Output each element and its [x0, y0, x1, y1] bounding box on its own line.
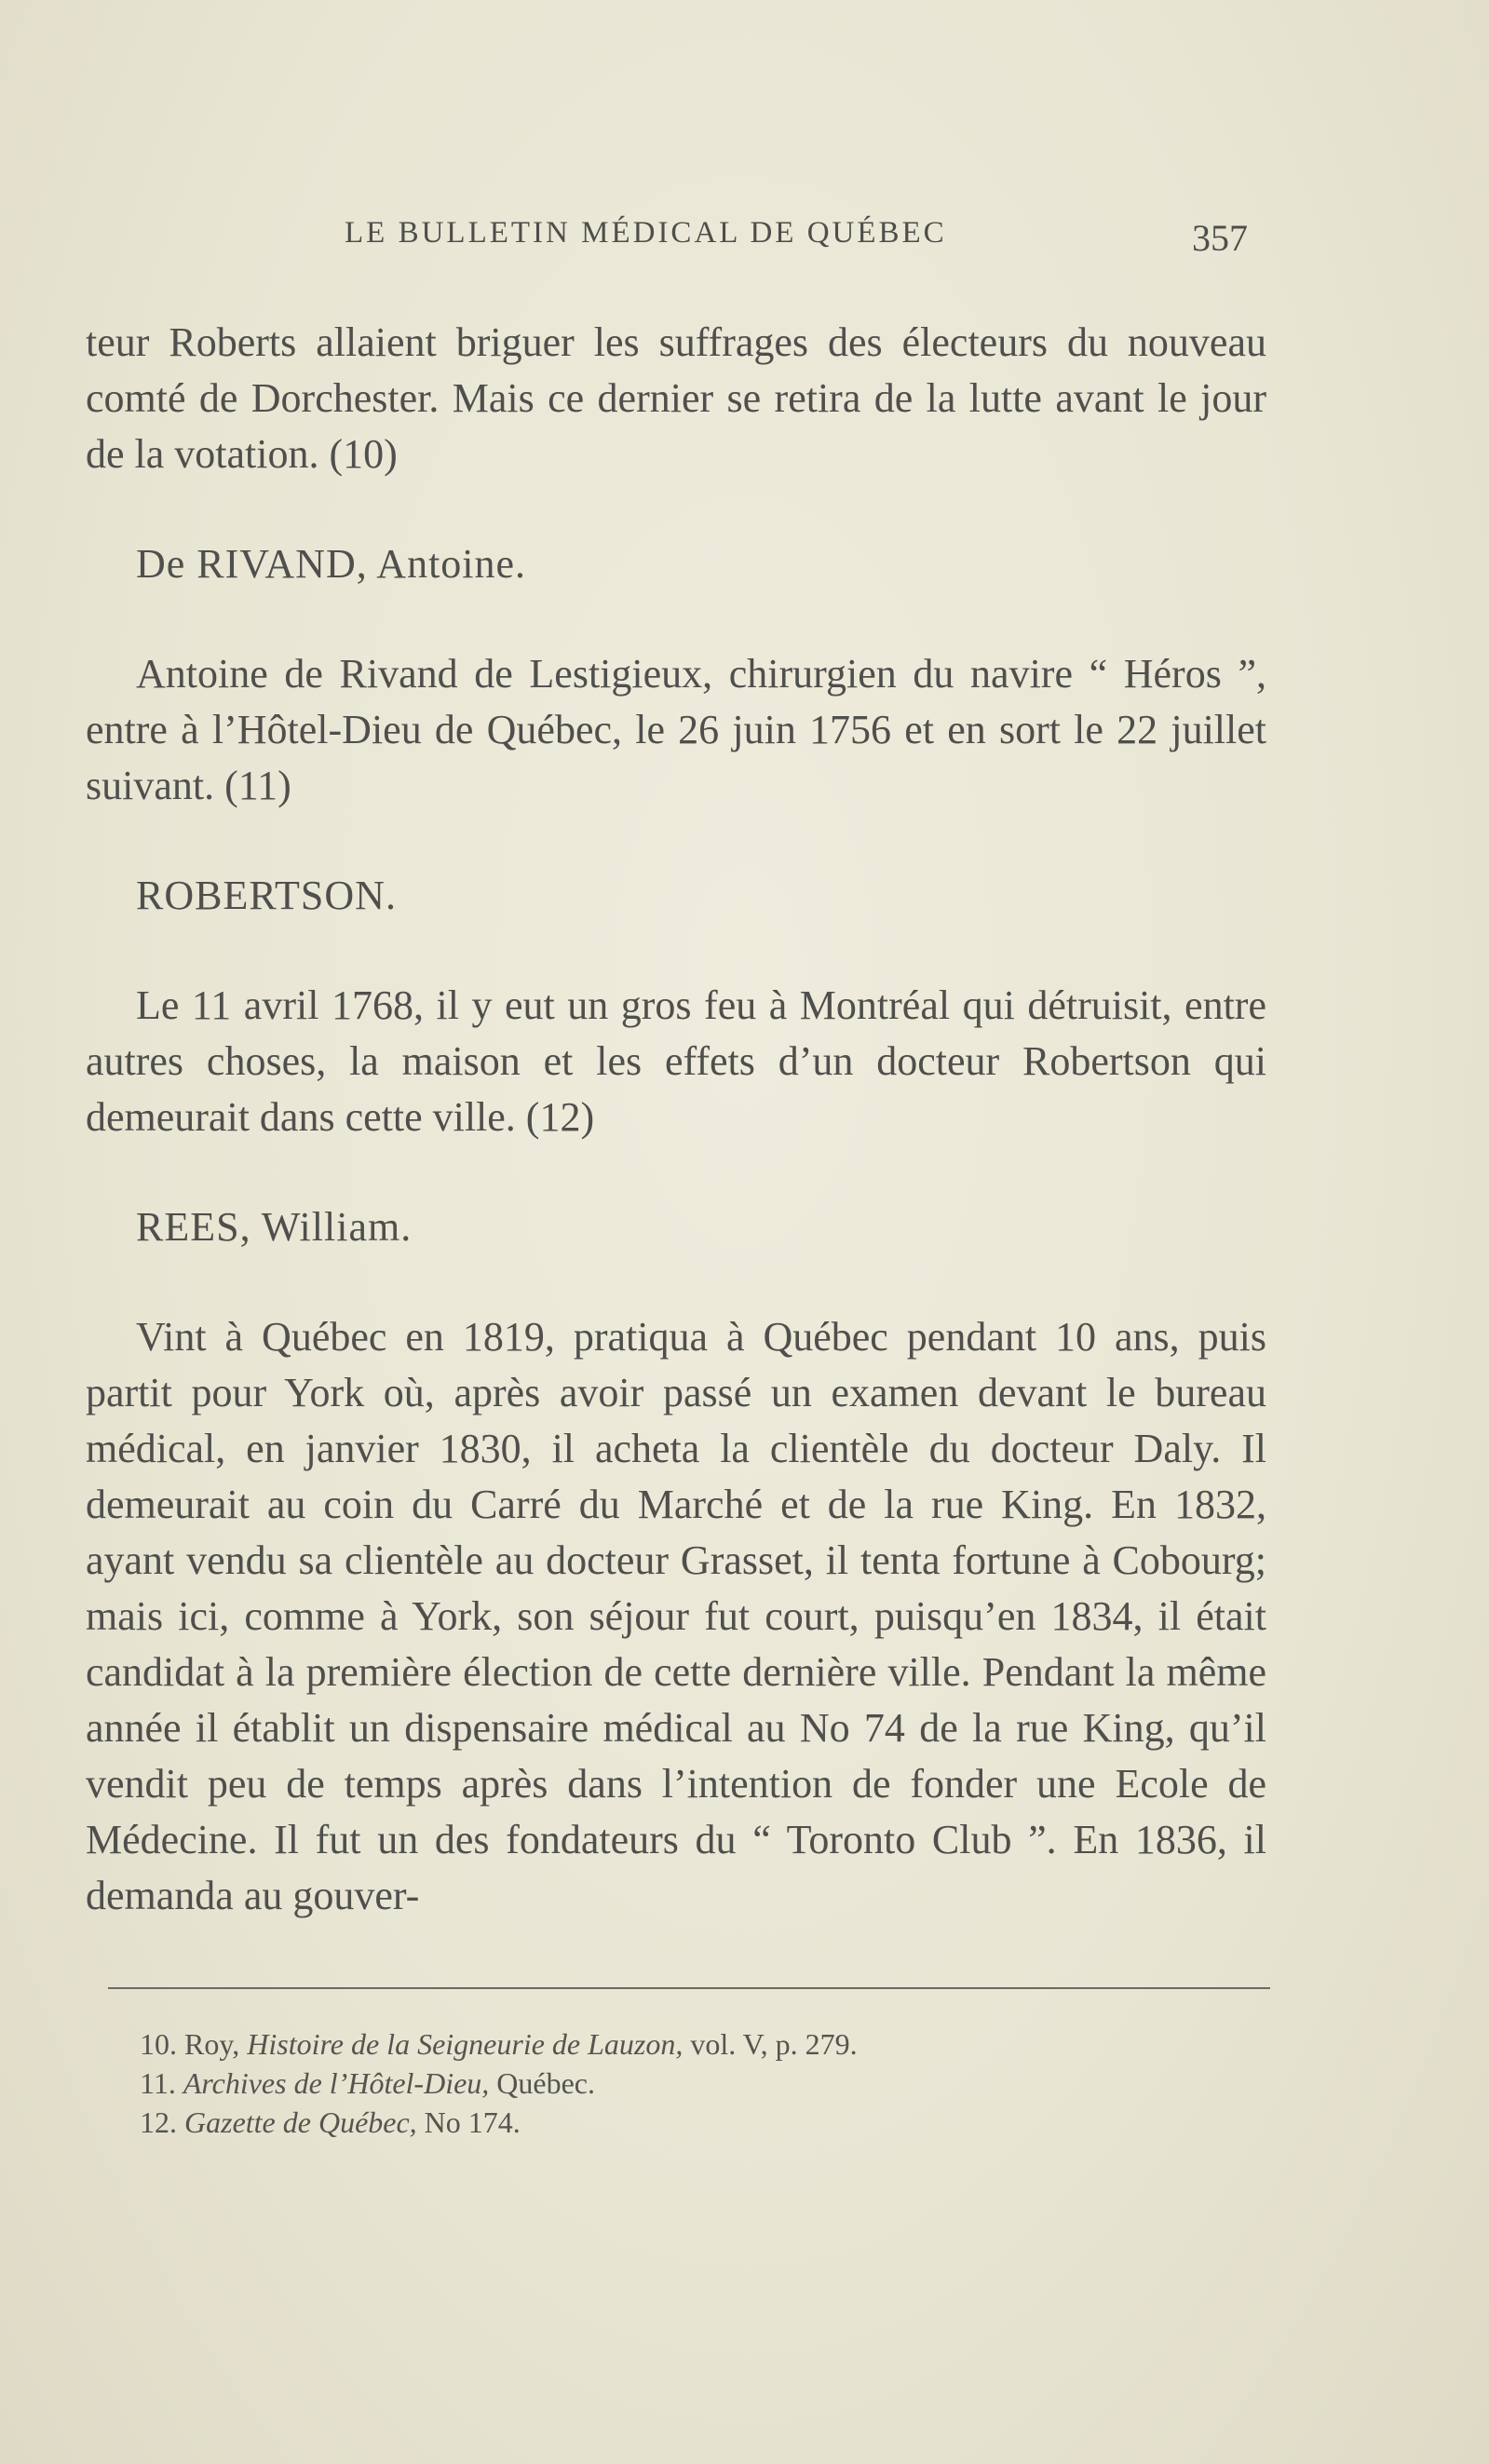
footnote-author: Roy,	[184, 2027, 240, 2061]
page-number: 357	[1192, 217, 1248, 259]
entry-heading-rees: REES, William.	[136, 1204, 413, 1250]
footnote-title: Archives de l’Hôtel-Dieu,	[183, 2066, 490, 2100]
footnote-title: Gazette de Québec,	[184, 2105, 417, 2139]
main-text	[86, 315, 1266, 1924]
footnote-reference: No 174.	[424, 2105, 521, 2139]
footnote-reference: Québec.	[496, 2066, 595, 2100]
entry-heading-robertson: ROBERTSON.	[136, 873, 397, 918]
footnote-11	[140, 2064, 1257, 2103]
footnote-number: 12.	[140, 2105, 177, 2139]
footnote-title: Histoire de la Seigneurie de Lauzon,	[247, 2027, 684, 2061]
entry-paragraph-robertson: Le 11 avril 1768, il y eut un gros feu à Montréal qui détruisit, entre autres choses, la maison et les effets d’un docteur Robertson qui demeurait dans cette ville. (12)	[86, 982, 1266, 1140]
continued-paragraph: teur Roberts allaient briguer les suffrages des électeurs du nouveau comté de Dorchester. Mais ce dernier se retira de la lutte avant le jour de la votation. (10)	[86, 319, 1266, 477]
running-title: LE BULLETIN MÉDICAL DE QUÉBEC	[345, 216, 947, 250]
footnote-number: 10.	[140, 2027, 177, 2061]
footnote-12	[140, 2103, 1257, 2142]
footnote-number: 11.	[140, 2066, 176, 2100]
entry-paragraph-rees: Vint à Québec en 1819, pratiqua à Québec pendant 10 ans, puis partit pour York où, après avoir passé un examen devant le bureau médical, en janvier 1830, il acheta la clientèle du docteur Daly. Il demeurait au coin du Carré du Marché et de la rue King. En 1832, ayant vendu sa clientèle au docteur Grasset, il tenta fortune à Cobourg; mais ici, comme à York, son séjour fut court, puisqu’en 1834, il était candidat à la première élection de cette dernière ville. Pendant la même année il établit un dispensaire médical au No 74 de la rue King, qu’il vendit peu de temps après dans l’intention de fonder une Ecole de Médecine. Il fut un des fondateurs du “ Toronto Club ”. En 1836, il demanda au gouver-	[86, 1314, 1266, 1918]
footnote-divider	[108, 1987, 1270, 1989]
entry-paragraph-rivand: Antoine de Rivand de Lestigieux, chirurgien du navire “ Héros ”, entre à l’Hôtel-Dieu de Québec, le 26 juin 1756 et en sort le 22 juillet suivant. (11)	[86, 651, 1266, 808]
footnotes	[140, 2024, 1257, 2142]
footnote-reference: vol. V, p. 279.	[690, 2027, 858, 2061]
footnote-10	[140, 2024, 1257, 2064]
entry-heading-rivand: De RIVAND, Antoine.	[136, 541, 527, 587]
